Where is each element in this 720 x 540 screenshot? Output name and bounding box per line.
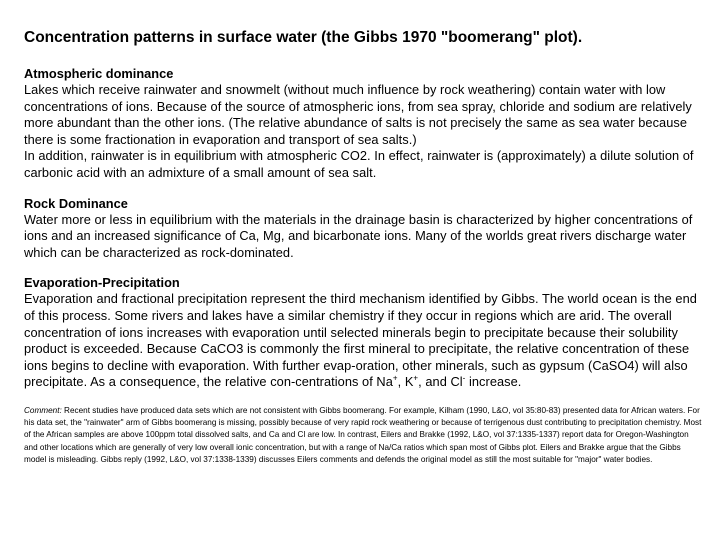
section-rock-dominance <box>24 196 704 262</box>
section-paragraph: Lakes which receive rainwater and snowmelt (without much influence by rock weathering) contain water with low concentrations of ions. Because of the source of atmospheric ions, from sea spray, chloride and sodium are relatively more abundant than the other ions. (The relative abundance of salts is not precisely the same as sea water because there is some fractionation in evaporation and transport of sea salts.) <box>24 82 692 147</box>
paragraph-text: Evaporation and fractional precipitation represent the third mechanism identified by Gibbs. The world ocean is the end of this process. Some rivers and lakes have a similar chemistry if they occur in regions which are arid. The overall concentration of ions increases with evaporation until selected minerals begin to precipitate because their solubility product is exceeded. Because CaCO3 is commonly the first mineral to precipitate, the relative concentration of these ions begins to decline with evaporation. With further evap-oration, other minerals, such as gypsum (CaSO4) will also precipitate. As a consequence, the relative con-centrations of Na <box>24 291 697 390</box>
section-heading: Atmospheric dominance <box>24 66 174 81</box>
page-title: Concentration patterns in surface water (the Gibbs 1970 "boomerang" plot). <box>24 29 583 46</box>
paragraph-text: , and Cl <box>418 374 463 390</box>
comment-text: Recent studies have produced data sets which are not consistent with Gibbs boomerang. For example, Kilham (1990, L&O, vol 35:80-83) presented data for African waters. For his data set, the "rainwater" arm of Gibbs boomerang is missing, possibly because of very rapid rock weathering or because of terrigenous dust contributing to precipitation chemistry. Most of the African samples are above 100ppm total dissolved salts, and Ca and Cl are low. In contrast, Eilers and Brakke (1992, L&O, vol 37:1335-1337) report data for Oregon-Washington and other locations which are generally of very low overall ionic concentration, but with a range of Na/Ca ratios which span most of Gibbs plot. Eilers and Brakke argue that the Gibbs model is misleading. Gibbs reply (1992, L&O, vol 37:1338-1339) discusses Eilers comments and defends the original model as still the most suitable for "major" water bodies. <box>24 405 702 464</box>
comment-label: Comment: <box>24 405 62 415</box>
comment-note <box>24 405 704 466</box>
section-paragraph: In addition, rainwater is in equilibrium with atmospheric CO2. In effect, rainwater is (approximately) a dilute solution of carbonic acid with an admixture of a small amount of sea salt. <box>24 148 694 180</box>
paragraph-text: increase. <box>465 374 522 390</box>
paragraph-text: , K <box>397 374 414 390</box>
section-paragraph <box>24 291 704 391</box>
slide-content <box>24 28 704 466</box>
section-paragraph: Water more or less in equilibrium with the materials in the drainage basin is characterized by higher concentrations of ions and an increased significance of Ca, Mg, and bicarbonate ions. Many of the worlds great rivers discharge water which can be characterized as rock-dominated. <box>24 211 693 260</box>
section-evaporation-precipitation <box>24 275 704 391</box>
ion-charge: + <box>413 374 419 384</box>
ion-charge: + <box>392 374 398 384</box>
section-heading: Rock Dominance <box>24 195 128 211</box>
section-atmospheric-dominance <box>24 66 704 182</box>
section-heading: Evaporation-Precipitation <box>24 275 180 291</box>
ion-charge: - <box>462 374 466 384</box>
